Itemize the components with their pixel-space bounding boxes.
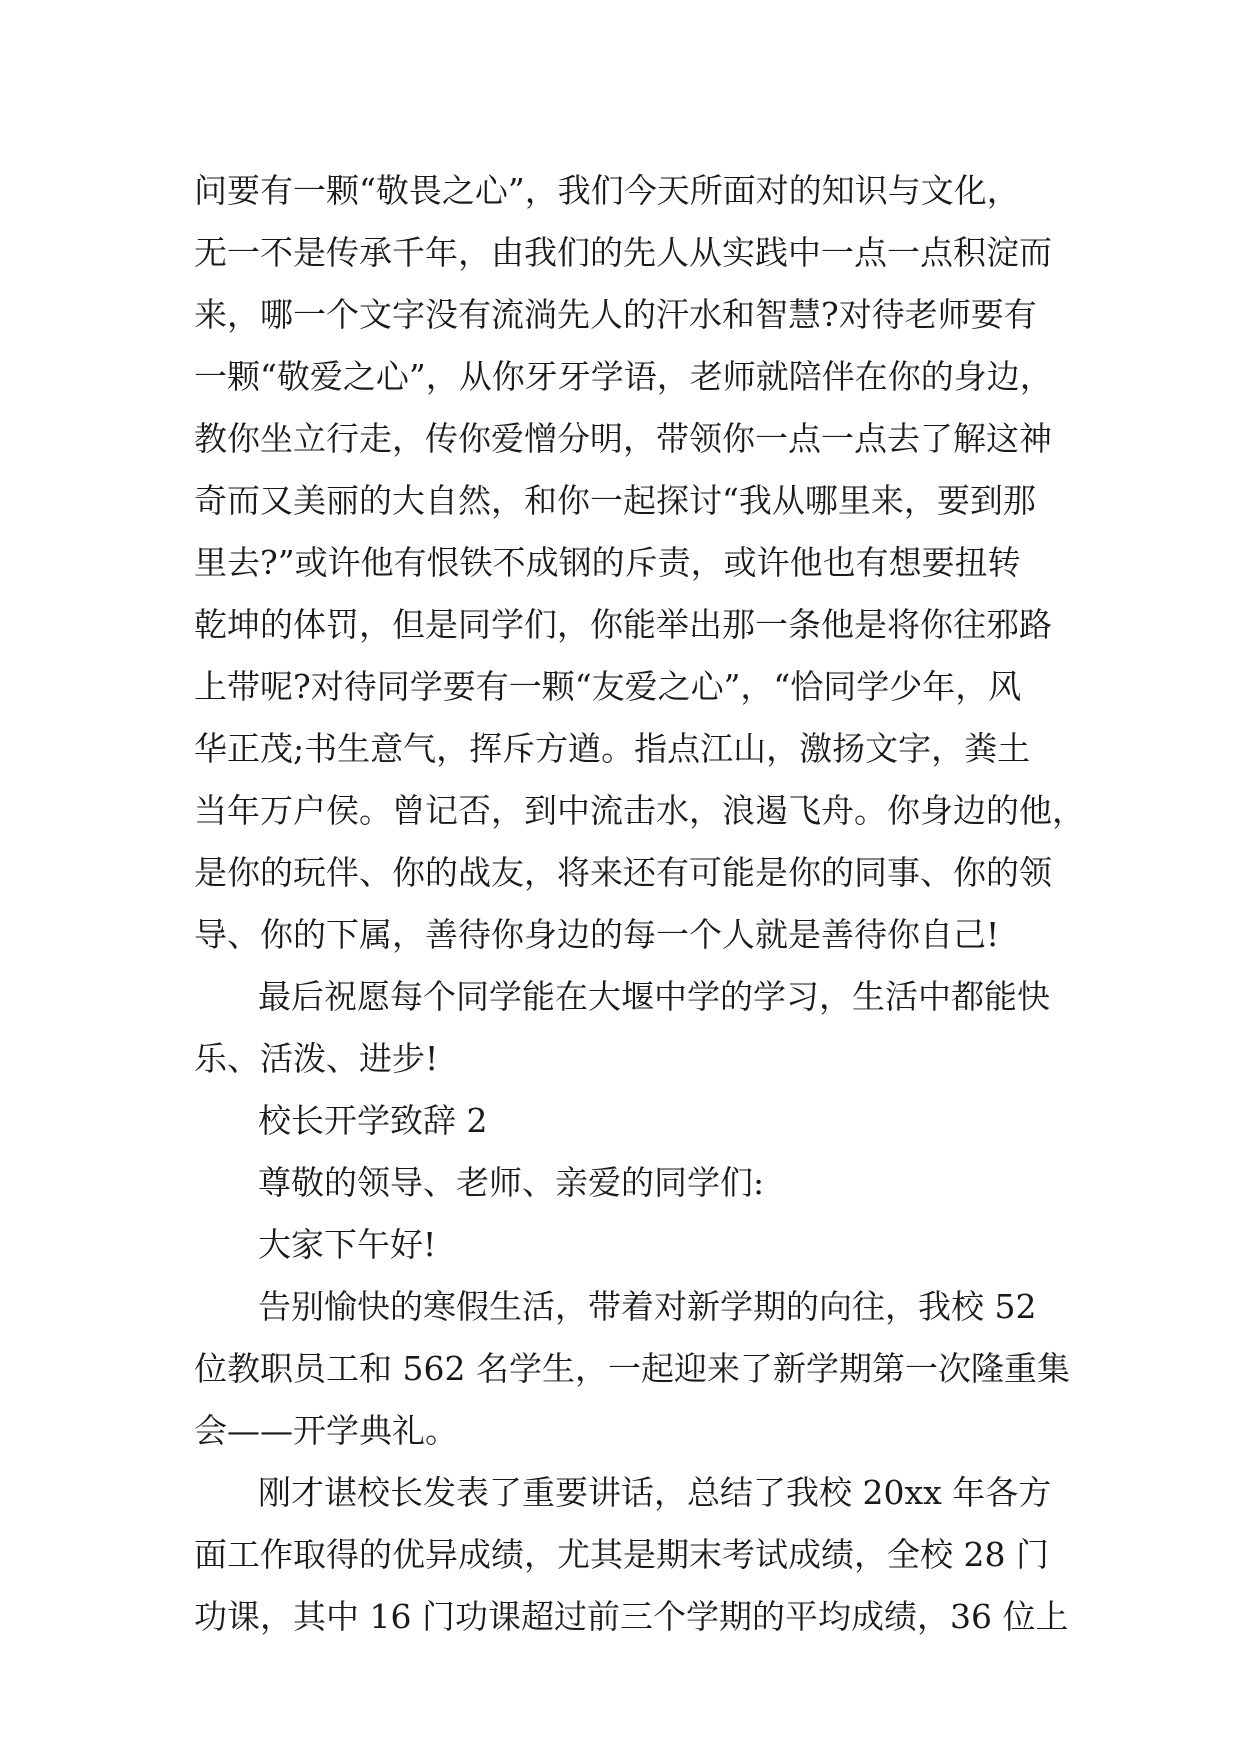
paragraph-start-line: 最后祝愿每个同学能在大堰中学的学习，生活中都能快 (258, 977, 1050, 1016)
text-line: 乐、活泼、进步! (194, 1039, 439, 1078)
text-line: 功课，其中 16 门功课超过前三个学期的平均成绩，36 位上 (194, 1597, 1069, 1636)
text-line: 位教职员工和 562 名学生，一起迎来了新学期第一次隆重集 (194, 1349, 1070, 1388)
text-line: 会——开学典礼。 (194, 1411, 458, 1450)
document-body (194, 160, 1085, 1648)
text-line: 来，哪一个文字没有流淌先人的汗水和智慧?对待老师要有 (194, 295, 1037, 334)
greeting-line: 大家下午好! (258, 1225, 437, 1264)
paragraph-start-line: 告别愉快的寒假生活，带着对新学期的向往，我校 52 (258, 1287, 1037, 1326)
salutation-line: 尊敬的领导、老师、亲爱的同学们: (258, 1163, 765, 1202)
text-line: 是你的玩伴、你的战友，将来还有可能是你的同事、你的领 (194, 853, 1052, 892)
text-line: 里去?”或许他有恨铁不成钢的斥责，或许他也有想要扭转 (194, 543, 1021, 582)
section-heading: 校长开学致辞 2 (258, 1101, 488, 1140)
text-line: 无一不是传承千年，由我们的先人从实践中一点一点积淀而 (194, 233, 1052, 272)
text-line: 奇而又美丽的大自然，和你一起探讨“我从哪里来，要到那 (194, 481, 1036, 520)
text-line: 导、你的下属，善待你身边的每一个人就是善待你自己! (194, 915, 1000, 954)
paragraph-start-line: 刚才谌校长发表了重要讲话，总结了我校 20xx 年各方 (258, 1473, 1052, 1512)
text-line: 当年万户侯。曾记否，到中流击水，浪遏飞舟。你身边的他， (194, 791, 1085, 830)
text-line: 教你坐立行走，传你爱憎分明，带领你一点一点去了解这神 (194, 419, 1052, 458)
text-line: 一颗“敬爱之心”，从你牙牙学语，老师就陪伴在你的身边， (194, 357, 1053, 396)
text-line: 乾坤的体罚，但是同学们，你能举出那一条他是将你往邪路 (194, 605, 1052, 644)
text-line: 问要有一颗“敬畏之心”，我们今天所面对的知识与文化， (194, 171, 1020, 210)
text-line: 华正茂;书生意气，挥斥方遒。指点江山，激扬文字，粪土 (194, 729, 1031, 768)
text-line: 面工作取得的优异成绩，尤其是期末考试成绩，全校 28 门 (194, 1535, 1049, 1574)
text-line: 上带呢?对待同学要有一颗“友爱之心”，“恰同学少年，风 (194, 667, 1022, 706)
